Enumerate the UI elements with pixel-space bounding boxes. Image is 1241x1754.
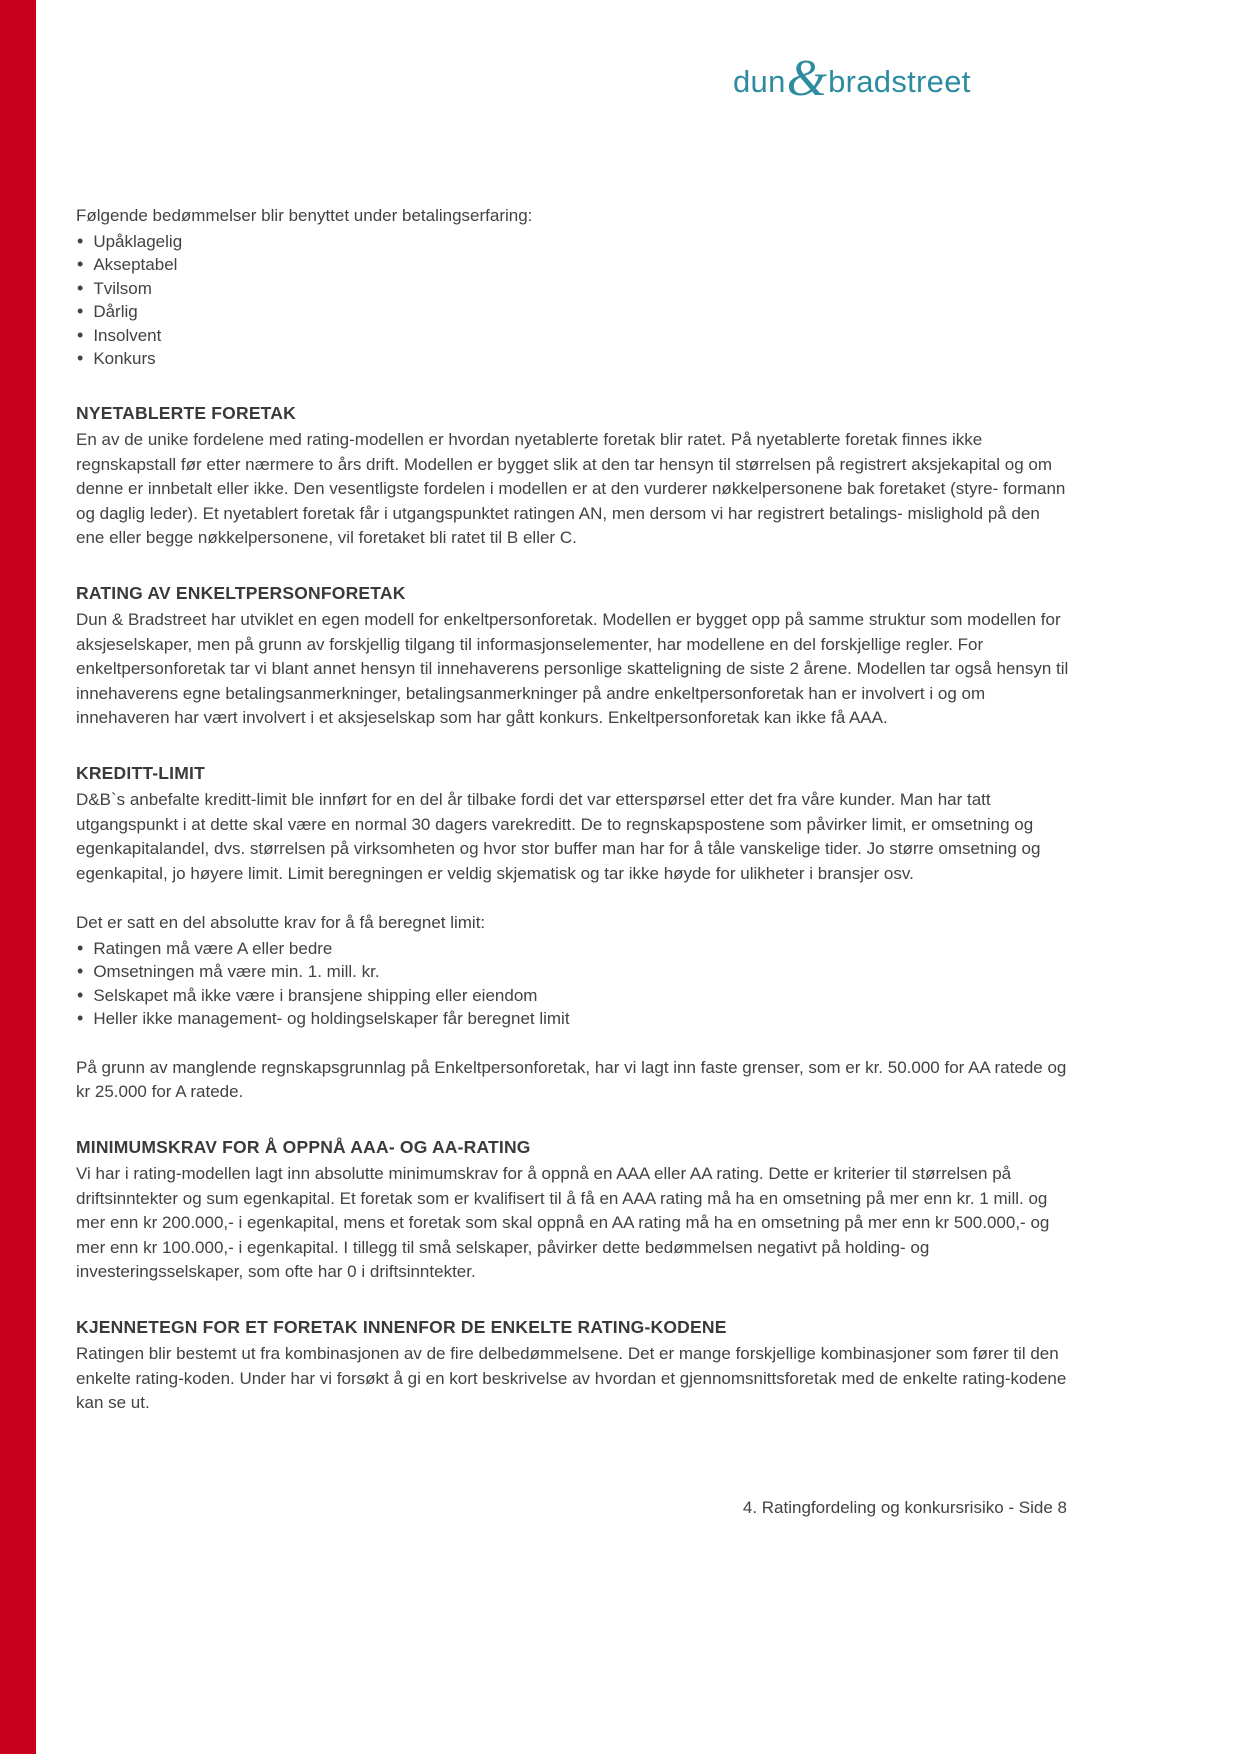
- list-item-label: Akseptabel: [93, 255, 178, 274]
- section-body-nyetablerte-foretak: En av de unike fordelene med rating-modellen er hvordan nyetablerte foretak blir ratet. På nyetablerte foretak finnes ikke regnskapstall før etter nærmere to års drift. Modellen er bygget slik at den tar hensyn til størrelsen på registrert aksjekapital og om denne er innbetalt eller ikke. Den vesentligste fordelen i modellen er at den vurderer nøkkelpersonene bak foretaket (styre- formann og daglig leder). Et nyetablert foretak får i utgangspunktet ratingen AN, men dersom vi har registrert betalings- mislighold på den ene eller begge nøkkelpersonene, vil foretaket bli ratet til B eller C.: [76, 430, 1066, 547]
- list-item: [77, 300, 1070, 324]
- logo-word-dun: dun: [733, 64, 786, 99]
- kreditt-limit-after-note: På grunn av manglende regnskapsgrunnlag på Enkeltpersonforetak, har vi lagt inn faste grenser, som er kr. 50.000 for AA ratede og kr 25.000 for A ratede.: [76, 1057, 1067, 1101]
- logo-word-bradstreet: bradstreet: [828, 64, 971, 99]
- list-item: [77, 937, 1070, 961]
- list-item-label: Upåklagelig: [93, 231, 183, 251]
- list-item: [77, 347, 1070, 371]
- list-item-label: Ratingen må være A eller bedre: [93, 938, 333, 958]
- list-item-label: Insolvent: [93, 325, 162, 345]
- bullet-icon: •: [77, 277, 84, 298]
- list-item-label: Dårlig: [93, 302, 138, 321]
- section-heading-rating-enkeltpersonforetak: RATING AV ENKELTPERSONFORETAK: [76, 582, 406, 603]
- section-body-kreditt-limit: D&B`s anbefalte kreditt-limit ble innført for en del år tilbake fordi det var etterspørsel etter det fra våre kunder. Man har tatt utgangspunkt i at dette skal være en normal 30 dagers varekreditt. De to regnskapspostene som påvirker limit, er omsetning og egenkapitalandel, dvs. størrelsen på virksomheten og hvor stor buffer man har for å tåle vanskelige tider. Jo større omsetning og egenkapital, jo høyere limit. Limit beregningen er veldig skjematisk og tar ikke høyde for ulikheter i bransjer osv.: [76, 790, 1041, 883]
- section-body-minimumskrav: Vi har i rating-modellen lagt inn absolutte minimumskrav for å oppnå en AAA eller AA rating. Dette er kriterier til størrelsen på driftsinntekter og sum egenkapital. Et foretak som er kvalifisert til å få en AAA rating må ha en omsetning på mer enn kr. 1 mill. og mer enn kr 200.000,- i egenkapital, mens et foretak som skal oppnå en AA rating må ha en omsetning på mer enn kr 500.000,- og mer enn kr 100.000,- i egenkapital. I tillegg til små selskaper, påvirker dette bedømmelsen negativt på holding- og investeringsselskaper, som ofte har 0 i driftsinntekter.: [76, 1164, 1050, 1281]
- section-heading-kreditt-limit: KREDITT-LIMIT: [76, 762, 205, 783]
- list-item: [77, 253, 1070, 277]
- list-item: [77, 1007, 1070, 1031]
- bullet-icon: •: [77, 937, 84, 958]
- list-item: [77, 277, 1070, 301]
- logo-ampersand-icon: &: [786, 50, 828, 107]
- list-item: [77, 324, 1070, 348]
- list-item: [77, 984, 1070, 1008]
- bullet-icon: •: [77, 301, 84, 321]
- kreditt-limit-krav-list: [77, 937, 1070, 1031]
- bullet-icon: •: [77, 961, 84, 981]
- page-footer: 4. Ratingfordeling og konkursrisiko - Side 8: [742, 1498, 1067, 1517]
- section-body-rating-enkeltpersonforetak: Dun & Bradstreet har utviklet en egen modell for enkeltpersonforetak. Modellen er bygget opp på samme struktur som modellen for aksjeselskaper, men på grunn av forskjellig tilgang til informasjonselementer, har modellene en del forskjellige regler. For enkeltpersonforetak tar vi blant annet hensyn til innehaverens personlige skatteligning de siste 2 årene. Modellen tar også hensyn til innehaverens egne betalingsanmerkninger, betalingsanmerkninger på andre enkeltpersonforetak han er involvert i og om innehaveren har vært involvert i et aksjeselskap som har gått konkurs. Enkeltpersonforetak kan ikke få AAA.: [76, 610, 1069, 727]
- section-heading-nyetablerte-foretak: NYETABLERTE FORETAK: [76, 402, 296, 423]
- list-item-label: Tvilsom: [93, 278, 152, 298]
- section-heading-kjennetegn: KJENNETEGN FOR ET FORETAK INNENFOR DE ENKELTE RATING-KODENE: [76, 1316, 727, 1337]
- dun-bradstreet-logo: [733, 50, 971, 107]
- bullet-icon: •: [77, 324, 84, 345]
- bullet-icon: •: [77, 348, 84, 368]
- betalingserfaring-list: [77, 230, 1070, 371]
- bullet-icon: •: [77, 1008, 84, 1028]
- bullet-icon: •: [77, 254, 84, 274]
- section-body-kjennetegn: Ratingen blir bestemt ut fra kombinasjonen av de fire delbedømmelsene. Det er mange forskjellige kombinasjoner som fører til den enkelte rating-koden. Under har vi forsøkt å gi en kort beskrivelse av hvordan et gjennomsnittsforetak med de enkelte rating-kodene kan se ut.: [76, 1344, 1067, 1412]
- bullet-icon: •: [77, 984, 84, 1005]
- intro-lead: Følgende bedømmelser blir benyttet under betalingserfaring:: [76, 206, 533, 225]
- document-body: [76, 204, 1070, 1416]
- list-item-label: Konkurs: [93, 349, 156, 368]
- list-item-label: Omsetningen må være min. 1. mill. kr.: [93, 962, 380, 981]
- section-heading-minimumskrav: MINIMUMSKRAV FOR Å OPPNÅ AAA- OG AA-RATING: [76, 1136, 531, 1157]
- list-item-label: Selskapet må ikke være i bransjene shipping eller eiendom: [93, 985, 538, 1005]
- list-item: [77, 230, 1070, 254]
- list-item-label: Heller ikke management- og holdingselskaper får beregnet limit: [93, 1009, 570, 1028]
- bullet-icon: •: [77, 230, 84, 251]
- list-item: [77, 960, 1070, 984]
- kreditt-limit-krav-lead: Det er satt en del absolutte krav for å få beregnet limit:: [76, 913, 486, 932]
- left-accent-bar: [0, 0, 36, 1754]
